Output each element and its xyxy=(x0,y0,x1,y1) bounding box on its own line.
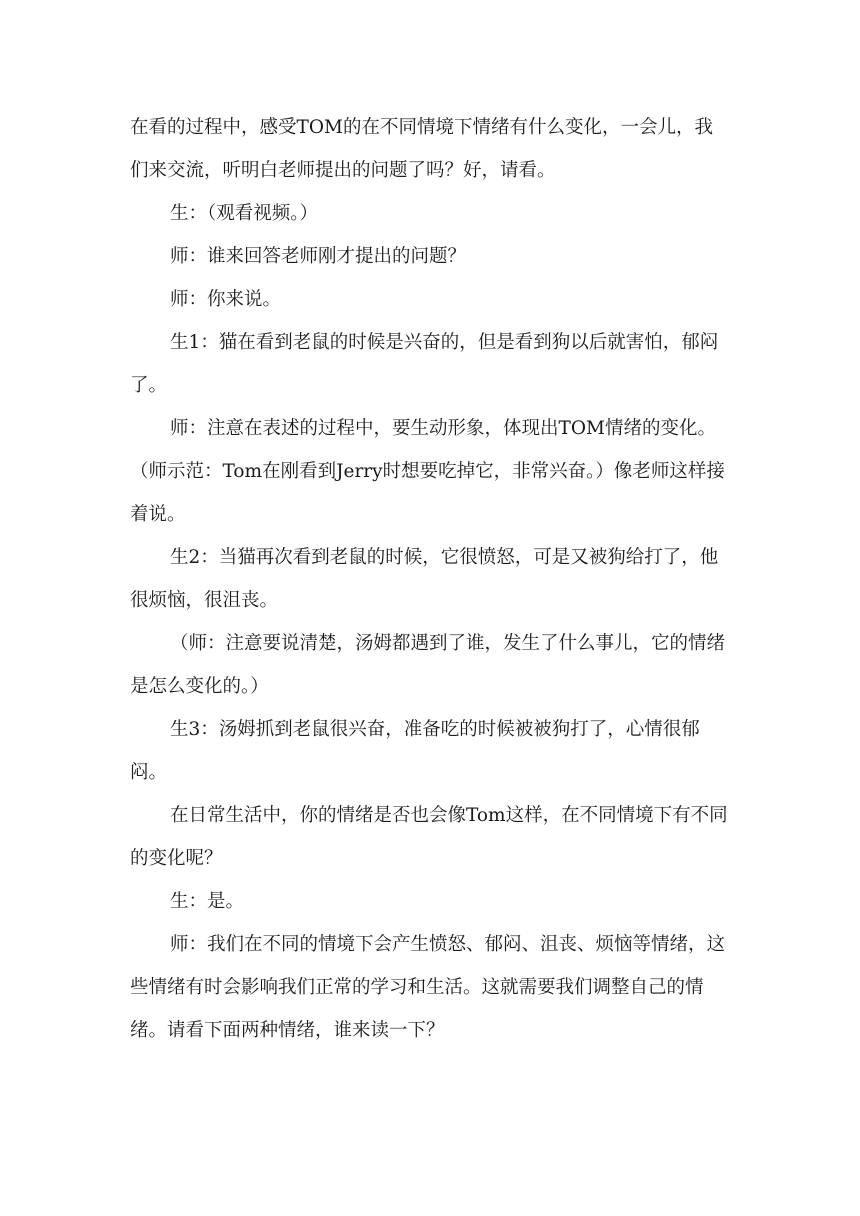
paragraph-teacher-question: 师：谁来回答老师刚才提出的问题？ xyxy=(170,246,467,267)
paragraph-intro: 在看的过程中，感受TOM的在不同情境下情绪有什么变化，一会儿，我们来交流，听明白老师提出的问题了吗？好，请看。 xyxy=(130,117,713,181)
paragraph-student-watch: 生：（观看视频。） xyxy=(170,203,319,224)
paragraph-student-yes: 生：是。 xyxy=(170,891,245,912)
paragraph-student-3: 生3：汤姆抓到老鼠很兴奋，准备吃的时候被被狗打了，心情很郁闷。 xyxy=(130,719,700,783)
paragraph-student-2: 生2：当猫再次看到老鼠的时候，它很愤怒，可是又被狗给打了，他很烦恼，很沮丧。 xyxy=(130,547,719,611)
paragraph-daily-life: 在日常生活中，你的情绪是否也会像Tom这样，在不同情境下有不同的变化呢？ xyxy=(130,805,728,869)
paragraph-teacher-summary: 师：我们在不同的情境下会产生愤怒、郁闷、沮丧、烦恼等情绪，这些情绪有时会影响我们正常的学习和生活。这就需要我们调整自己的情绪。请看下面两种情绪，谁来读一下？ xyxy=(130,934,726,1041)
document-body xyxy=(130,106,730,1052)
paragraph-student-1: 生1：猫在看到老鼠的时候是兴奋的，但是看到狗以后就害怕，郁闷了。 xyxy=(130,332,719,396)
paragraph-teacher-note: 师：注意在表述的过程中，要生动形象，体现出TOM情绪的变化。（师示范：Tom在刚看到Jerry时想要吃掉它，非常兴奋。）像老师这样接着说。 xyxy=(130,418,725,525)
paragraph-teacher-aside: （师：注意要说清楚，汤姆都遇到了谁，发生了什么事儿，它的情绪是怎么变化的。） xyxy=(130,633,726,697)
paragraph-teacher-call: 师：你来说。 xyxy=(170,289,282,310)
